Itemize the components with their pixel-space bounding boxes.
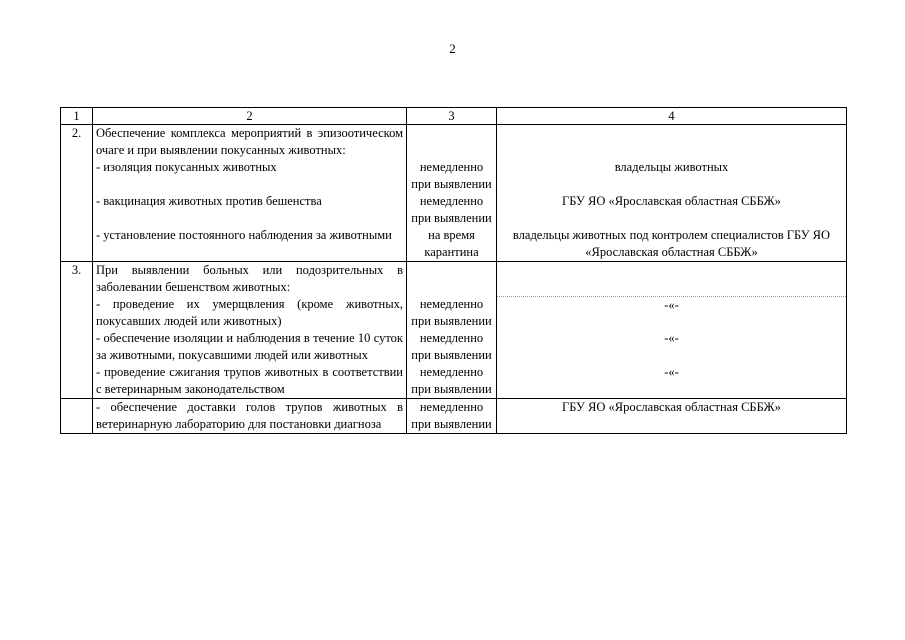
section-number: 2. [61, 125, 93, 262]
activity-cell: - изоляция покусанных животных [93, 159, 407, 193]
term-cell: немедленно при выявлении [407, 364, 497, 399]
responsible-cell: -«- [497, 330, 847, 364]
activity-cell: - проведение сжигания трупов животных в соответствии с ветеринарным законодательством [93, 364, 407, 399]
activity-cell: - установление постоянного наблюдения за животными [93, 227, 407, 262]
activity-cell: - обеспечение изоляции и наблюдения в течение 10 суток за животными, покусавшими людей или животных [93, 330, 407, 364]
table-row [61, 399, 847, 434]
responsible-cell: ГБУ ЯО «Ярославская областная СББЖ» [497, 399, 847, 434]
table-row [61, 364, 847, 399]
activity-cell: - обеспечение доставки голов трупов животных в ветеринарную лабораторию для постановки диагноза [93, 399, 407, 434]
responsible-cell: владельцы животных под контролем специалистов ГБУ ЯО «Ярославская областная СББЖ» [497, 227, 847, 262]
table-row [61, 330, 847, 364]
table-row [61, 125, 847, 160]
table-row [61, 159, 847, 193]
section-intro: Обеспечение комплекса мероприятий в эпизоотическом очаге и при выявлении покусанных животных: [93, 125, 407, 160]
header-cell-4: 4 [497, 108, 847, 125]
term-cell: немедленно при выявлении [407, 159, 497, 193]
term-cell: немедленно при выявлении [407, 330, 497, 364]
section-intro: При выявлении больных или подозрительных в заболевании бешенством животных: [93, 262, 407, 297]
table-row [61, 227, 847, 262]
header-cell-3: 3 [407, 108, 497, 125]
header-cell-1: 1 [61, 108, 93, 125]
responsible-cell: владельцы животных [497, 159, 847, 193]
responsible-cell: ГБУ ЯО «Ярославская областная СББЖ» [497, 193, 847, 227]
table-row [61, 193, 847, 227]
section-number: 3. [61, 262, 93, 399]
responsible-cell: -«- [497, 364, 847, 399]
measures-table [60, 107, 847, 434]
table-header-row [61, 108, 847, 125]
table-row [61, 296, 847, 330]
term-cell: немедленно при выявлении [407, 296, 497, 330]
table-row [61, 262, 847, 297]
header-cell-2: 2 [93, 108, 407, 125]
responsible-cell: -«- [497, 296, 847, 330]
page-number: 2 [449, 41, 456, 56]
term-cell: немедленно при выявлении [407, 193, 497, 227]
term-cell: немедленно при выявлении [407, 399, 497, 434]
activity-cell: - вакцинация животных против бешенства [93, 193, 407, 227]
activity-cell: - проведение их умерщвления (кроме животных, покусавших людей или животных) [93, 296, 407, 330]
term-cell: на время карантина [407, 227, 497, 262]
